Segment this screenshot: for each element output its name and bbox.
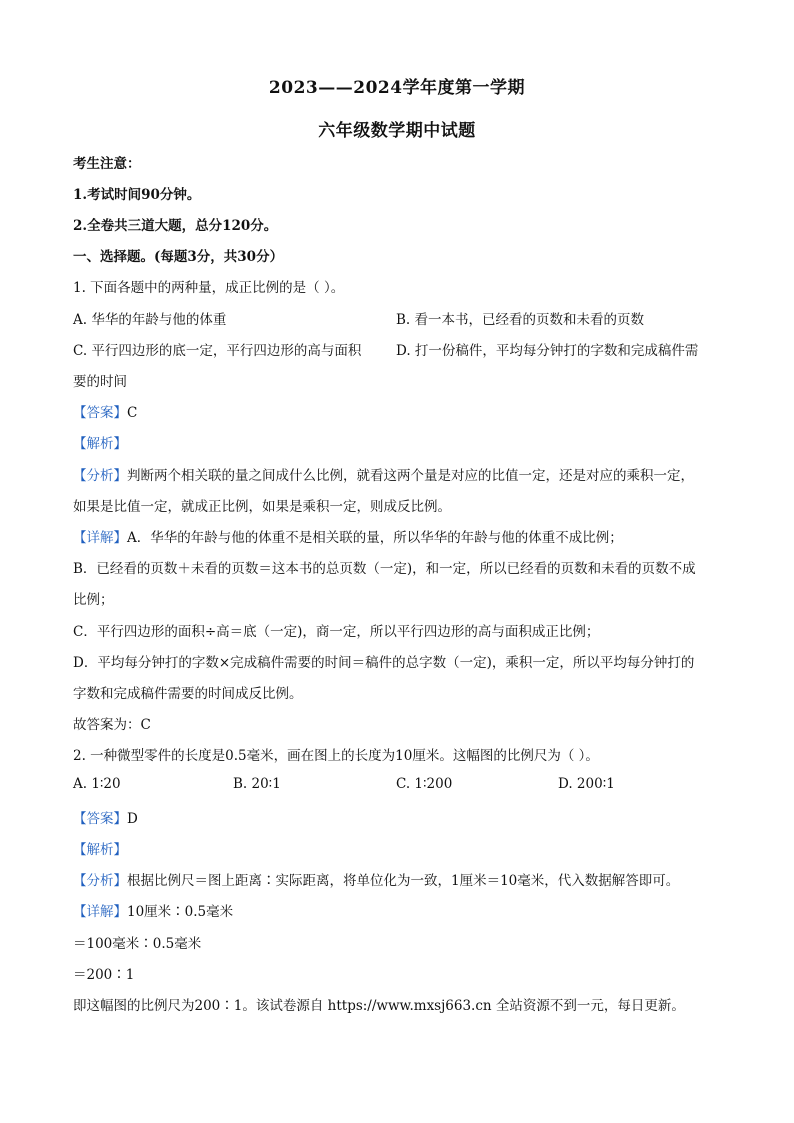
q1-detail-d2: 字数和完成稿件需要的时间成反比例。 <box>73 686 303 702</box>
q2-stem: 2. 一种微型零件的长度是0.5毫米，画在图上的长度为10厘米。这幅图的比例尺为（ ）。 <box>73 748 599 764</box>
q1-detail-a <box>73 526 623 546</box>
fenxi-tag: 【分析】 <box>73 468 127 484</box>
q2-conclusion: 即这幅图的比例尺为200∶1。该试卷源自 https://www.mxsj663.cn 全站资源不到一元，每日更新。 <box>73 998 685 1014</box>
q1-detail-b2: 比例； <box>73 592 114 608</box>
q2-option-d: D. 200∶1 <box>558 776 615 792</box>
q1-analysis-tag: 【解析】 <box>73 436 127 452</box>
q2-analysis-tag: 【解析】 <box>73 842 127 858</box>
q1-detail-c: C．平行四边形的面积÷高＝底（一定)，商一定，所以平行四边形的高与面积成正比例； <box>73 624 600 640</box>
q2-detail-1 <box>73 900 233 920</box>
q1-stem: 1. 下面各题中的两种量，成正比例的是（ ）。 <box>73 280 345 296</box>
fenxi-tag: 【分析】 <box>73 873 127 889</box>
q2-option-c: C. 1∶200 <box>396 776 453 792</box>
detail-tag: 【详解】 <box>73 530 127 546</box>
q2-option-a: A. 1∶20 <box>73 776 121 792</box>
answer-tag: 【答案】 <box>73 405 127 421</box>
exam-title: 2023——2024学年度第一学期 <box>268 78 526 98</box>
q1-option-b: B. 看一本书，已经看的页数和未看的页数 <box>396 312 645 328</box>
q2-detail-2: ＝100毫米∶0.5毫米 <box>73 936 202 952</box>
q1-option-d-cont: 要的时间 <box>73 374 127 390</box>
answer-tag: 【答案】 <box>73 811 127 827</box>
q2-detail-3: ＝200∶1 <box>73 967 135 983</box>
fenxi-text: 根据比例尺＝图上距离∶实际距离，将单位化为一致，1厘米＝10毫米，代入数据解答即可。 <box>127 873 680 889</box>
q1-detail-d1: D．平均每分钟打的字数×完成稿件需要的时间＝稿件的总字数（一定)，乘积一定，所以平均每分钟打的 <box>73 655 695 671</box>
q2-option-b: B. 20∶1 <box>233 776 281 792</box>
answer-value: D <box>127 811 138 827</box>
detail-text: A．华华的年龄与他的体重不是相关联的量，所以华华的年龄与他的体重不成比例； <box>127 530 623 546</box>
detail-tag: 【详解】 <box>73 904 127 920</box>
q1-fenxi-1 <box>73 464 694 484</box>
fenxi-text: 判断两个相关联的量之间成什么比例，就看这两个量是对应的比值一定，还是对应的乘积一定， <box>127 468 694 484</box>
notice-item-2: 2.全卷共三道大题，总分120分。 <box>73 218 278 234</box>
notice-item-1: 1.考试时间90分钟。 <box>73 187 201 203</box>
q1-conclusion: 故答案为：C <box>73 717 151 733</box>
q1-answer <box>73 401 137 421</box>
q2-answer <box>73 807 138 827</box>
q1-option-a: A. 华华的年龄与他的体重 <box>73 312 227 328</box>
exam-subtitle: 六年级数学期中试题 <box>318 121 476 141</box>
q1-option-d: D. 打一份稿件，平均每分钟打的字数和完成稿件需 <box>396 343 699 359</box>
q1-fenxi-2: 如果是比值一定，就成正比例，如果是乘积一定，则成反比例。 <box>73 499 451 515</box>
q1-option-c: C. 平行四边形的底一定，平行四边形的高与面积 <box>73 343 362 359</box>
q2-fenxi <box>73 869 679 889</box>
notice-heading: 考生注意： <box>73 156 141 172</box>
q1-detail-b1: B．已经看的页数＋未看的页数＝这本书的总页数（一定)，和一定，所以已经看的页数和未看的页数不成 <box>73 561 696 577</box>
detail-text: 10厘米∶0.5毫米 <box>127 904 234 920</box>
section-heading: 一、选择题。(每题3分，共30分） <box>73 249 284 265</box>
answer-value: C <box>127 405 138 421</box>
